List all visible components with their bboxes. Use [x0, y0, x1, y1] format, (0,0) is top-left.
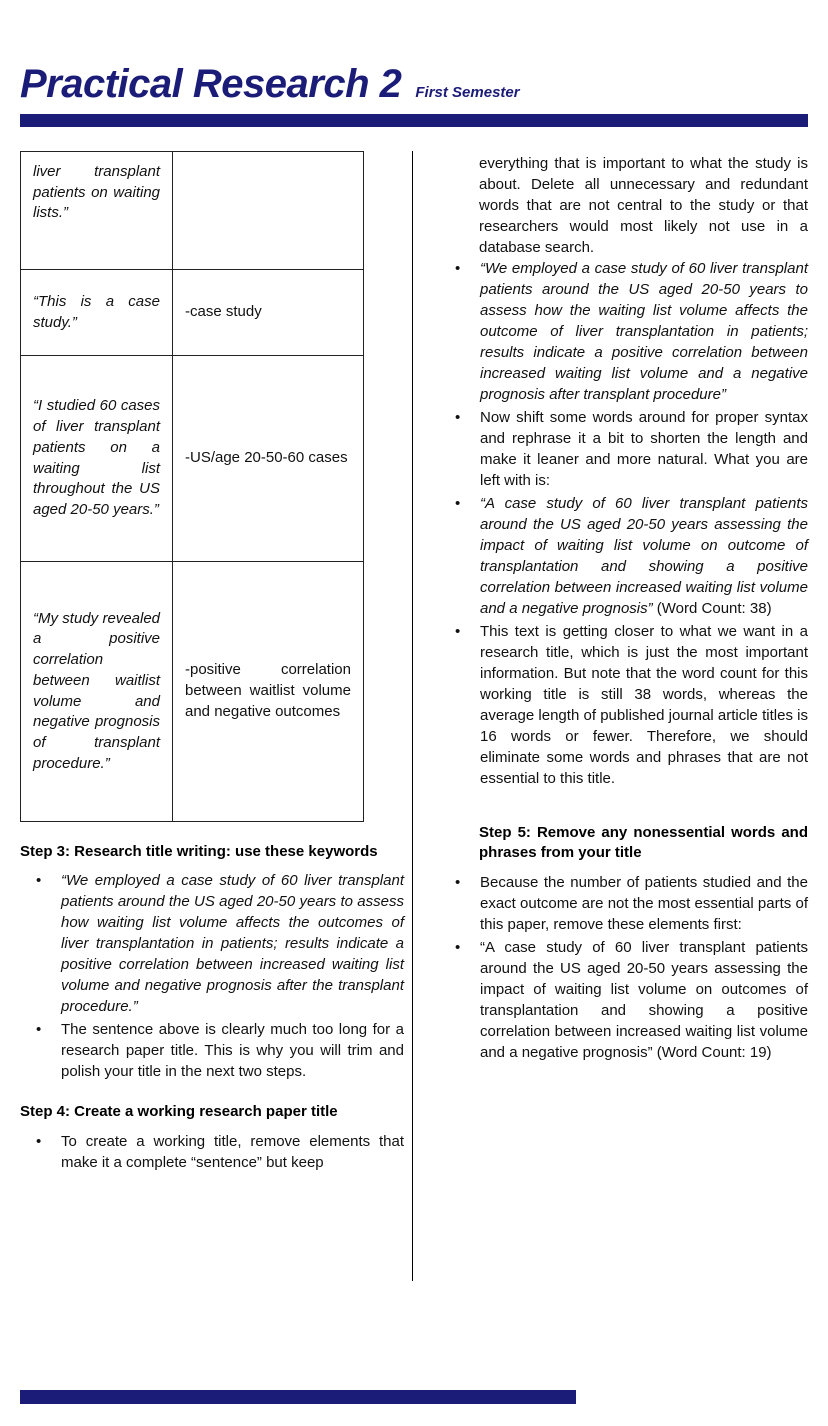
bullet-text: “A case study of 60 liver transplant patients around the US aged 20-50 years assessing the impact of waiting list volume on outcomes of transplantation and showing a positive correlation between increased waiting list volume and a negative prognosis” (Word Count: 19)	[480, 938, 808, 1061]
bullet-text: “We employed a case study of 60 liver transplant patients around the US aged 20-50 years to assess how the waiting list volume affects the outcome of liver transplantation in patients; results indicate a positive correlation between increased waiting list volume and a negative prognosis after transplant procedure”	[480, 260, 808, 403]
content-columns	[20, 151, 808, 1281]
bullet-text: Because the number of patients studied and the exact outcome are not the most essential parts of this paper, remove these elements first:	[480, 873, 808, 933]
bullet-icon: •	[36, 1021, 42, 1039]
page-title: Practical Research 2	[20, 62, 402, 106]
list-item	[455, 937, 808, 1063]
table-row	[21, 270, 364, 356]
table-row	[21, 562, 364, 822]
step3-heading: Step 3: Research title writing: use these keywords	[20, 843, 378, 860]
bullet-text: To create a working title, remove elements that make it a complete “sentence” but keep	[61, 1132, 404, 1171]
step3-bullet-list	[36, 870, 404, 1082]
table-cell-quote: “My study revealed a positive correlation between waitlist volume and negative prognosis of transplant procedure.”	[21, 562, 173, 822]
list-item	[455, 493, 808, 619]
document-page	[0, 62, 828, 1426]
table-cell-keywords: -case study	[173, 270, 364, 356]
right-bullet-list	[455, 258, 808, 789]
word-count-38: (Word Count: 38)	[652, 600, 772, 617]
list-item	[455, 258, 808, 405]
right-column	[413, 151, 808, 1281]
step4-heading: Step 4: Create a working research paper title	[20, 1103, 338, 1121]
bullet-text: This text is getting closer to what we want in a research title, which is just the most important information. But note that the word count for this working title is still 38 words, whereas the average length of published journal article titles is 16 words or fewer. Therefore, we should eliminate some words and phrases that are not essential to this title.	[480, 623, 808, 787]
bullet-text: Now shift some words around for proper syntax and rephrase it a bit to shorten the length and make it leaner and more natural. What you are left with is:	[480, 409, 808, 489]
bullet-text: The sentence above is clearly much too long for a research paper title. This is why you will trim and polish your title in the next two steps.	[61, 1021, 404, 1081]
list-item	[455, 407, 808, 491]
step5-heading: Step 5: Remove any nonessential words and phrases from your title	[479, 824, 808, 862]
bullet-quote-text: “A case study of 60 liver transplant patients around the US aged 20-50 years assessing the impact of waiting list volume on outcome of transplantation and showing a positive correlation between increased waiting list volume and a negative prognosis”	[480, 495, 808, 617]
table-cell-quote: “I studied 60 cases of liver transplant patients on a waiting list throughout the US aged 20-50 years.”	[21, 356, 173, 562]
bullet-icon: •	[455, 260, 461, 277]
bullet-icon: •	[36, 872, 42, 890]
left-column	[20, 151, 404, 1281]
bullet-icon: •	[455, 873, 461, 891]
bullet-icon: •	[455, 623, 461, 640]
header-divider-bar	[20, 114, 808, 127]
bullet-text: “We employed a case study of 60 liver transplant patients around the US aged 20-50 years to assess how waiting list volume affects the outcomes of liver transplantation in patients; results indicate a positive correlation between increased waiting list volume and negative prognosis after the transplant procedure.”	[61, 872, 404, 1016]
list-item	[455, 872, 808, 935]
bullet-icon: •	[36, 1132, 42, 1150]
table-cell-keywords: -US/age 20-50-60 cases	[173, 356, 364, 562]
bullet-icon: •	[455, 495, 461, 512]
list-item	[36, 870, 404, 1017]
footer-bar	[20, 1390, 576, 1404]
page-subtitle: First Semester	[415, 84, 520, 101]
table-row	[21, 356, 364, 562]
page	[0, 62, 828, 1281]
step4-bullet-list	[36, 1131, 404, 1173]
step5-bullet-list	[455, 872, 808, 1063]
bullet-text	[480, 493, 808, 619]
table-row	[21, 152, 364, 270]
table-cell-quote: “This is a case study.”	[21, 270, 173, 356]
table-cell-quote: liver transplant patients on waiting lists.”	[21, 152, 173, 270]
keywords-table	[20, 151, 364, 822]
continuation-paragraph: everything that is important to what the study is about. Delete all unnecessary and redundant words that are not central to the study or that researchers would most likely not use in a database search.	[479, 155, 808, 256]
table-cell-keywords	[173, 152, 364, 270]
list-item	[36, 1131, 404, 1173]
list-item	[36, 1019, 404, 1082]
table-cell-keywords: -positive correlation between waitlist volume and negative outcomes	[173, 562, 364, 822]
bullet-icon: •	[455, 938, 461, 956]
list-item	[455, 621, 808, 789]
bullet-icon: •	[455, 409, 461, 426]
title-row	[20, 62, 808, 107]
page-header	[20, 62, 808, 127]
